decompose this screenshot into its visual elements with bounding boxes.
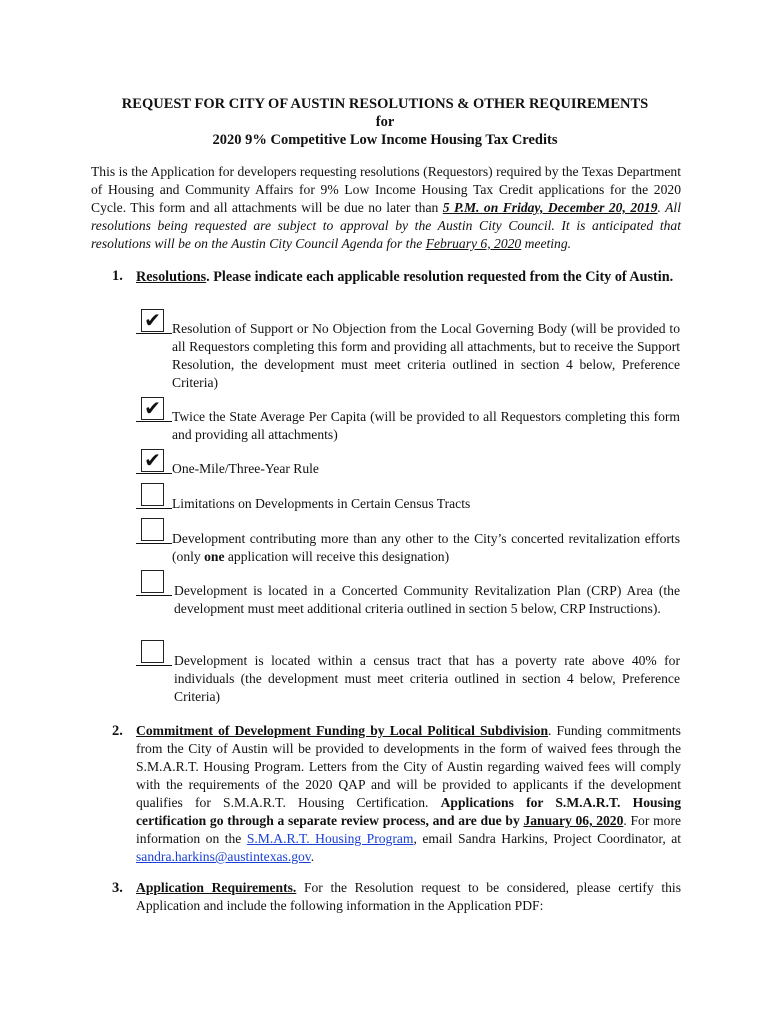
checkbox-poverty-rate[interactable] bbox=[141, 640, 164, 663]
section-1-title: Resolutions bbox=[136, 269, 207, 285]
section-2-bold-1: Applications for S.M.A.R.T. Housing certification go through a separate review process, and are due by bbox=[136, 795, 681, 828]
checkbox-support-resolution[interactable]: ✔ bbox=[141, 309, 164, 332]
section-3-title: Application Requirements. bbox=[136, 880, 297, 895]
checkbox-underline bbox=[136, 543, 172, 544]
section-3-paragraph bbox=[136, 879, 681, 915]
checkbox-underline bbox=[136, 595, 172, 596]
smart-housing-link[interactable]: S.M.A.R.T. Housing Program bbox=[246, 831, 414, 846]
checkbox-revitalization[interactable] bbox=[141, 518, 164, 541]
item-revitalization-text-a: Development contributing more than any other to the City’s concerted revitalization efforts (only bbox=[172, 531, 680, 564]
section-2-text-2: . For more information on the bbox=[136, 813, 682, 846]
section-1-heading bbox=[136, 268, 681, 286]
page-title bbox=[60, 95, 710, 149]
item-support-resolution: Resolution of Support or No Objection from the Local Governing Body (will be provided to all Requestors completing this form and providing all attachments, but to receive the Support Resolution, the development must meet criteria outlined in section 4 below, Preference Criteria) bbox=[172, 321, 680, 390]
section-2-due-date: January 06, 2020 bbox=[523, 813, 624, 828]
section-2-paragraph bbox=[136, 722, 681, 866]
checkbox-underline bbox=[136, 665, 172, 666]
title-line-2: for bbox=[375, 114, 395, 130]
section-3-text: For the Resolution request to be considered, please certify this Application and include the following information in the Application PDF: bbox=[136, 880, 681, 913]
item-twice-state-average: Twice the State Average Per Capita (will be provided to all Requestors completing this form and providing all attachments) bbox=[172, 409, 680, 442]
section-1-number: 1. bbox=[112, 268, 123, 284]
item-poverty-rate: Development is located within a census tract that has a poverty rate above 40% for individuals (the development must meet criteria outlined in section 4 below, Preference Criteria) bbox=[174, 653, 680, 704]
checkbox-underline bbox=[136, 421, 172, 422]
item-crp-area: Development is located in a Concerted Community Revitalization Plan (CRP) Area (the development must meet additional criteria outlined in section 5 below, CRP Instructions). bbox=[174, 583, 680, 616]
intro-text-3: meeting. bbox=[521, 236, 572, 251]
section-2-text-4: . bbox=[310, 849, 315, 864]
email-link[interactable]: sandra.harkins@austintexas.gov bbox=[136, 849, 311, 864]
section-2-text-3: , email Sandra Harkins, Project Coordinator, at bbox=[413, 831, 682, 846]
section-2-title: Commitment of Development Funding by Local Political Subdivision bbox=[136, 723, 548, 738]
intro-meeting-date: February 6, 2020 bbox=[425, 236, 522, 251]
intro-deadline: 5 P.M. on Friday, December 20, 2019 bbox=[442, 200, 658, 215]
checkbox-twice-state-average[interactable]: ✔ bbox=[141, 397, 164, 420]
item-census-tracts: Limitations on Developments in Certain Census Tracts bbox=[172, 496, 471, 511]
item-revitalization bbox=[172, 530, 680, 566]
section-2-number: 2. bbox=[112, 723, 123, 739]
section-3-number: 3. bbox=[112, 880, 123, 896]
item-one-mile-rule: One-Mile/Three-Year Rule bbox=[172, 461, 319, 476]
checkbox-one-mile-rule[interactable]: ✔ bbox=[141, 449, 164, 472]
title-line-1: REQUEST FOR CITY OF AUSTIN RESOLUTIONS & OTHER REQUIREMENTS bbox=[121, 96, 649, 112]
section-2-text-1: . Funding commitments from the City of Austin will be provided to developments in the form of waived fees through the S.M.A.R.T. Housing Program. Letters from the City of Austin regarding waived fees will comply with the requirements of the 2020 QAP and will be provided to applicants if the development qualifies for S.M.A.R.T. Housing Certification. bbox=[136, 723, 681, 810]
section-1-text: . Please indicate each applicable resolution requested from the City of Austin. bbox=[206, 269, 674, 285]
intro-text-2: . All resolutions being requested are subject to approval by the Austin City Council. It is anticipated that resolutions will be on the Austin City Council Agenda for the bbox=[91, 200, 681, 251]
checkbox-underline bbox=[136, 473, 172, 474]
checkbox-underline bbox=[136, 508, 172, 509]
checkbox-census-tracts[interactable] bbox=[141, 483, 164, 506]
checkbox-crp-area[interactable] bbox=[141, 570, 164, 593]
intro-paragraph bbox=[91, 163, 681, 253]
checkbox-underline bbox=[136, 333, 172, 334]
item-revitalization-text-b: application will receive this designation) bbox=[224, 549, 450, 564]
intro-text-1: This is the Application for developers requesting resolutions (Requestors) required by the Texas Department of Housing and Community Affairs for 9% Low Income Housing Tax Credit applications for the 2020 Cycle. This form and all attachments will be due no later than bbox=[91, 164, 681, 215]
item-revitalization-bold: one bbox=[204, 549, 225, 564]
title-line-3: 2020 9% Competitive Low Income Housing Tax Credits bbox=[212, 132, 558, 148]
